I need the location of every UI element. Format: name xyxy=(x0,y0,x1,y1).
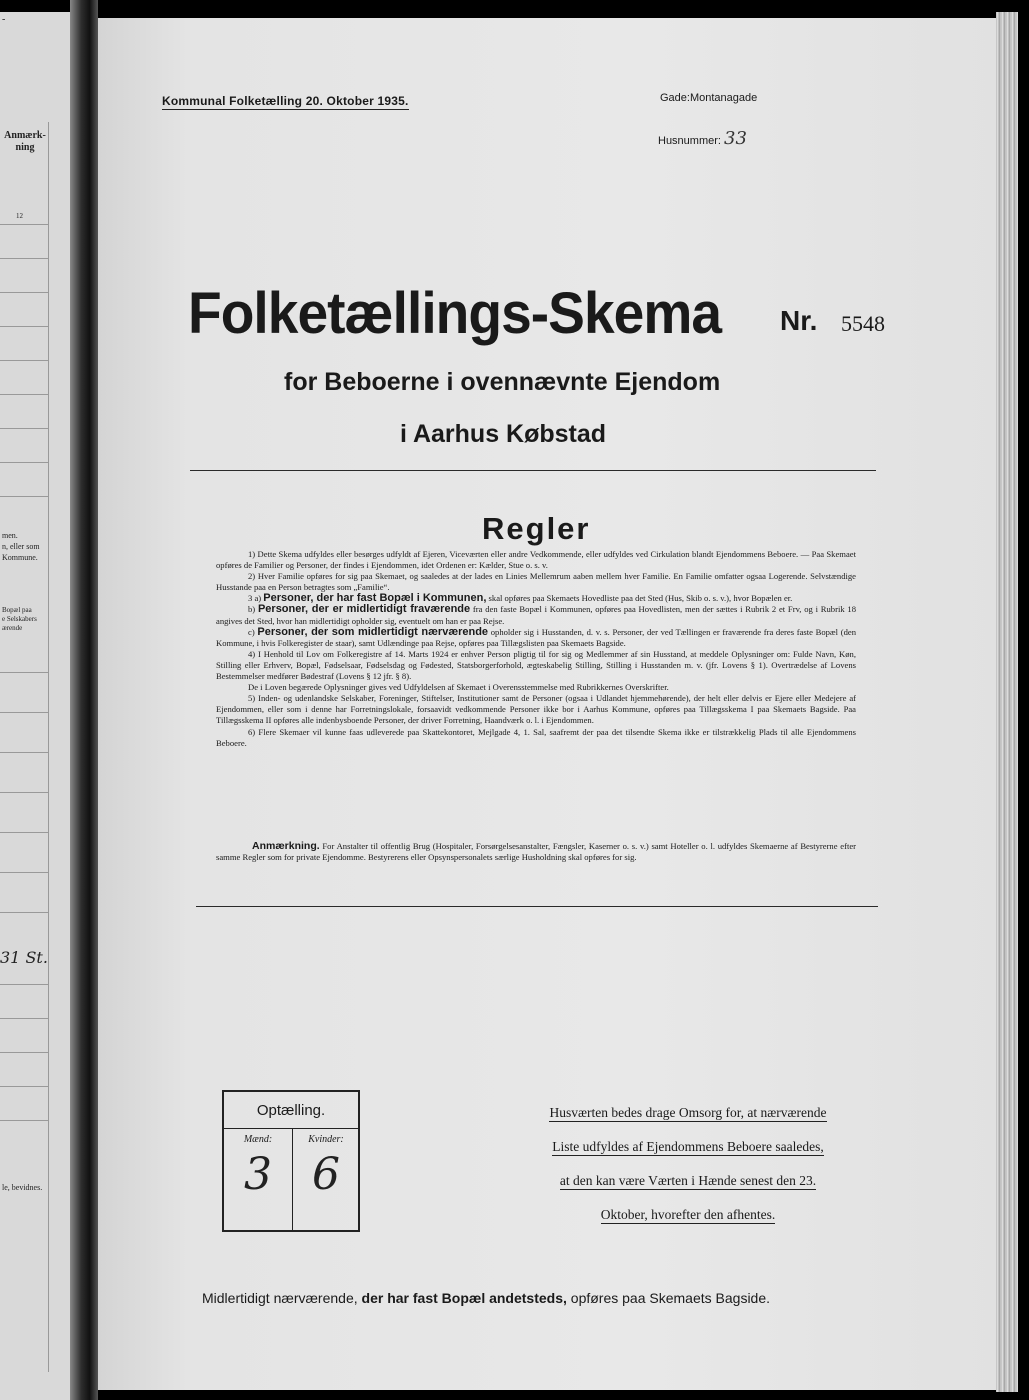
left-page-mark: - xyxy=(2,14,6,25)
rule-2: 2) Hver Familie opføres for sig paa Skemaet, og saaledes at der lades en Linies Mellemrum aaben mellem hver Familie. En Familie omfatter ogsaa Logerende. Selvstændige Husstande paa en Person betragtes som „Familie“. xyxy=(216,571,856,593)
left-page-rule xyxy=(0,496,48,497)
left-page-rule xyxy=(0,224,48,225)
left-page-rule xyxy=(0,360,48,361)
left-page-text: Bopæl paa e Selskabers ærende xyxy=(2,606,37,632)
footer-notice xyxy=(202,1290,770,1306)
left-page-rule xyxy=(0,832,48,833)
census-page xyxy=(98,18,998,1390)
form-title: Folketællings-Skema xyxy=(188,281,722,346)
form-subtitle: for Beboerne i ovennævnte Ejendom xyxy=(284,368,721,396)
left-page-rule xyxy=(0,792,48,793)
rule-1: 1) Dette Skema udfyldes eller besørges udfyldt af Ejeren, Viceværten eller andre Vedkommende, eller udfyldes ved Cirkulation blandt Ejendommens Beboere. — Paa Skemaet opføres de Familier og Personer, der findes i Ejendommen, idet Ordenen er: Kælder, Stue o. s. v. xyxy=(216,549,856,571)
left-page-rule xyxy=(0,1120,48,1121)
left-page-rule xyxy=(0,872,48,873)
left-page-rule xyxy=(0,1052,48,1053)
left-page-handwriting: 31 St. xyxy=(0,948,48,967)
count-box xyxy=(222,1090,360,1232)
men-count: 3 xyxy=(244,1149,272,1200)
house-number-value: 33 xyxy=(724,128,747,149)
left-page-rule xyxy=(0,912,48,913)
left-page-rule xyxy=(0,394,48,395)
remark-heading: Anmærkning. xyxy=(252,840,320,852)
census-header: Kommunal Folketælling 20. Oktober 1935. xyxy=(162,94,409,108)
left-page-text: men. n, eller som Kommune. xyxy=(2,531,40,562)
remark-paragraph xyxy=(216,841,856,864)
left-page-rule xyxy=(0,672,48,673)
divider xyxy=(196,906,878,907)
left-page-rule xyxy=(0,752,48,753)
landlord-line: Oktober, hvorefter den afhentes. xyxy=(600,1207,776,1222)
house-number-label: Husnummer: xyxy=(658,135,721,147)
landlord-line: Husværten bedes drage Omsorg for, at nærværende xyxy=(549,1105,827,1120)
left-page-rule xyxy=(0,712,48,713)
footer-part: opføres paa Skemaets Bagside. xyxy=(570,1290,771,1306)
men-label: Mænd: xyxy=(243,1134,273,1145)
form-number-value: 5548 xyxy=(841,311,885,336)
left-page-rule xyxy=(0,292,48,293)
left-page-rule xyxy=(0,1018,48,1019)
rules-heading: Regler xyxy=(482,511,591,546)
page-stack-edge xyxy=(996,12,1018,1392)
count-title: Optælling. xyxy=(224,1092,358,1129)
form-number-label: Nr. xyxy=(780,305,818,336)
women-label: Kvinder: xyxy=(308,1134,344,1145)
rule-5: 5) Inden- og udenlandske Selskaber, Foreninger, Stiftelser, Institutioner samt de Personer (ogsaa i Udlandet hjemmehørende), der helt eller delvis er Ejere eller Medejere af Ejendommen, eller som i denne har Forretningslokale, forsaavidt vedkommende Personer ikke bor i Aarhus Kommune, opføres paa Tillægsskema I paa Skemaets Bagside. Paa Tillægsskema II opføres alle indenbysboende Personer, der driver Forretning, Haandværk o. l. i Ejendommen. xyxy=(216,693,856,726)
rule-3b: b) Personer, der er midlertidigt fraværende fra den faste Bopæl i Kommunen, opføres paa Hovedlisten, men der sættes i Rubrik 2 et Frv, og i Rubrik 18 angives det Sted, hvor han midlertidigt opholder sig, eventuelt om han er paa Rejse. xyxy=(216,603,856,626)
left-page-rule xyxy=(0,1086,48,1087)
left-page-rule xyxy=(0,462,48,463)
men-count-cell xyxy=(224,1128,293,1230)
form-subtitle-city: i Aarhus Købstad xyxy=(400,420,607,448)
rule-6: 6) Flere Skemaer vil kunne faas udleverede paa Skattekontoret, Mejlgade 4, 1. Sal, saafremt der paa det tilsendte Skema ikke er tilstrækkelig Plads til alle Ejendommens Beboere. xyxy=(216,726,856,748)
left-page-column-number: 12 xyxy=(16,212,23,220)
street-field xyxy=(660,92,757,104)
left-page-rule xyxy=(0,428,48,429)
rule-4: 4) I Henhold til Lov om Folkeregistre af 14. Marts 1924 er enhver Person pligtig til for sig og Medlemmer af sin Husstand, at meddele Oplysninger om: Fulde Navn, Køn, Stilling eller Erhverv, Bopæl, Fødselsaar, Fødselsdag og Fødested, Statsborgerforhold, ægteskabelig Stilling, Stilling i Husstanden m. v. (jfr. Lovens § 1). Overtrædelse af Lovens Bestemmelser medfører Bødestraf (Lovens § 12 jfr. § 8). xyxy=(216,648,856,682)
rule-4b: De i Loven begærede Oplysninger gives ved Udfyldelsen af Skemaet i Overensstemmelse med Rubrikkernes Overskrifter. xyxy=(248,682,669,693)
women-count: 6 xyxy=(312,1149,340,1200)
house-number-field xyxy=(658,128,747,149)
footer-part: Midlertidigt nærværende, xyxy=(202,1290,358,1306)
women-count-cell xyxy=(292,1128,360,1230)
left-page-rule xyxy=(0,326,48,327)
left-page-rule xyxy=(0,258,48,259)
landlord-line: at den kan være Værten i Hænde senest den 23. xyxy=(559,1173,817,1188)
rule-3c: c) Personer, der som midlertidigt nærværende opholder sig i Husstanden, d. v. s. Personer, der ved Tællingen er fraværende fra deres faste Bopæl (den Kommune, i hvis Folkeregister de staar), samt Udlændinge paa Rejse, opføres paa Tillægslisten paa Skemaets Bagside. xyxy=(216,625,856,648)
rule-3a: 3 a) Personer, der har fast Bopæl i Kommunen, skal opføres paa Skemaets Hovedliste paa det Sted (Hus, Skib o. s. v.), hvor Bopælen er. xyxy=(248,592,793,605)
street-label: Gade: xyxy=(660,92,690,104)
previous-page-edge xyxy=(0,12,70,1400)
left-page-rule xyxy=(0,984,48,985)
left-page-text: le, bevidnes. xyxy=(2,1183,43,1192)
footer-emphasis: der har fast Bopæl andetsteds, xyxy=(361,1290,567,1306)
divider xyxy=(190,470,876,471)
rules-text xyxy=(216,549,856,749)
left-page-heading: Anmærk- ning xyxy=(4,130,46,153)
book-spine xyxy=(70,0,98,1400)
street-value: Montanagade xyxy=(689,92,758,104)
remark-text: For Anstalter til offentlig Brug (Hospitaler, Forsørgelsesanstalter, Fængsler, Kaserner o. s. v.) samt Hoteller o. l. udfyldes Skemaerne af Bestyrerne efter samme Regler som for private Ejendomme. Bestyrerens eller Opsynspersonalets særlige Husholdning skal opføres for sig. xyxy=(216,841,857,863)
landlord-notice xyxy=(518,1096,858,1232)
left-page-column-rule xyxy=(48,122,49,1372)
landlord-line: Liste udfyldes af Ejendommens Beboere saaledes, xyxy=(552,1139,824,1154)
